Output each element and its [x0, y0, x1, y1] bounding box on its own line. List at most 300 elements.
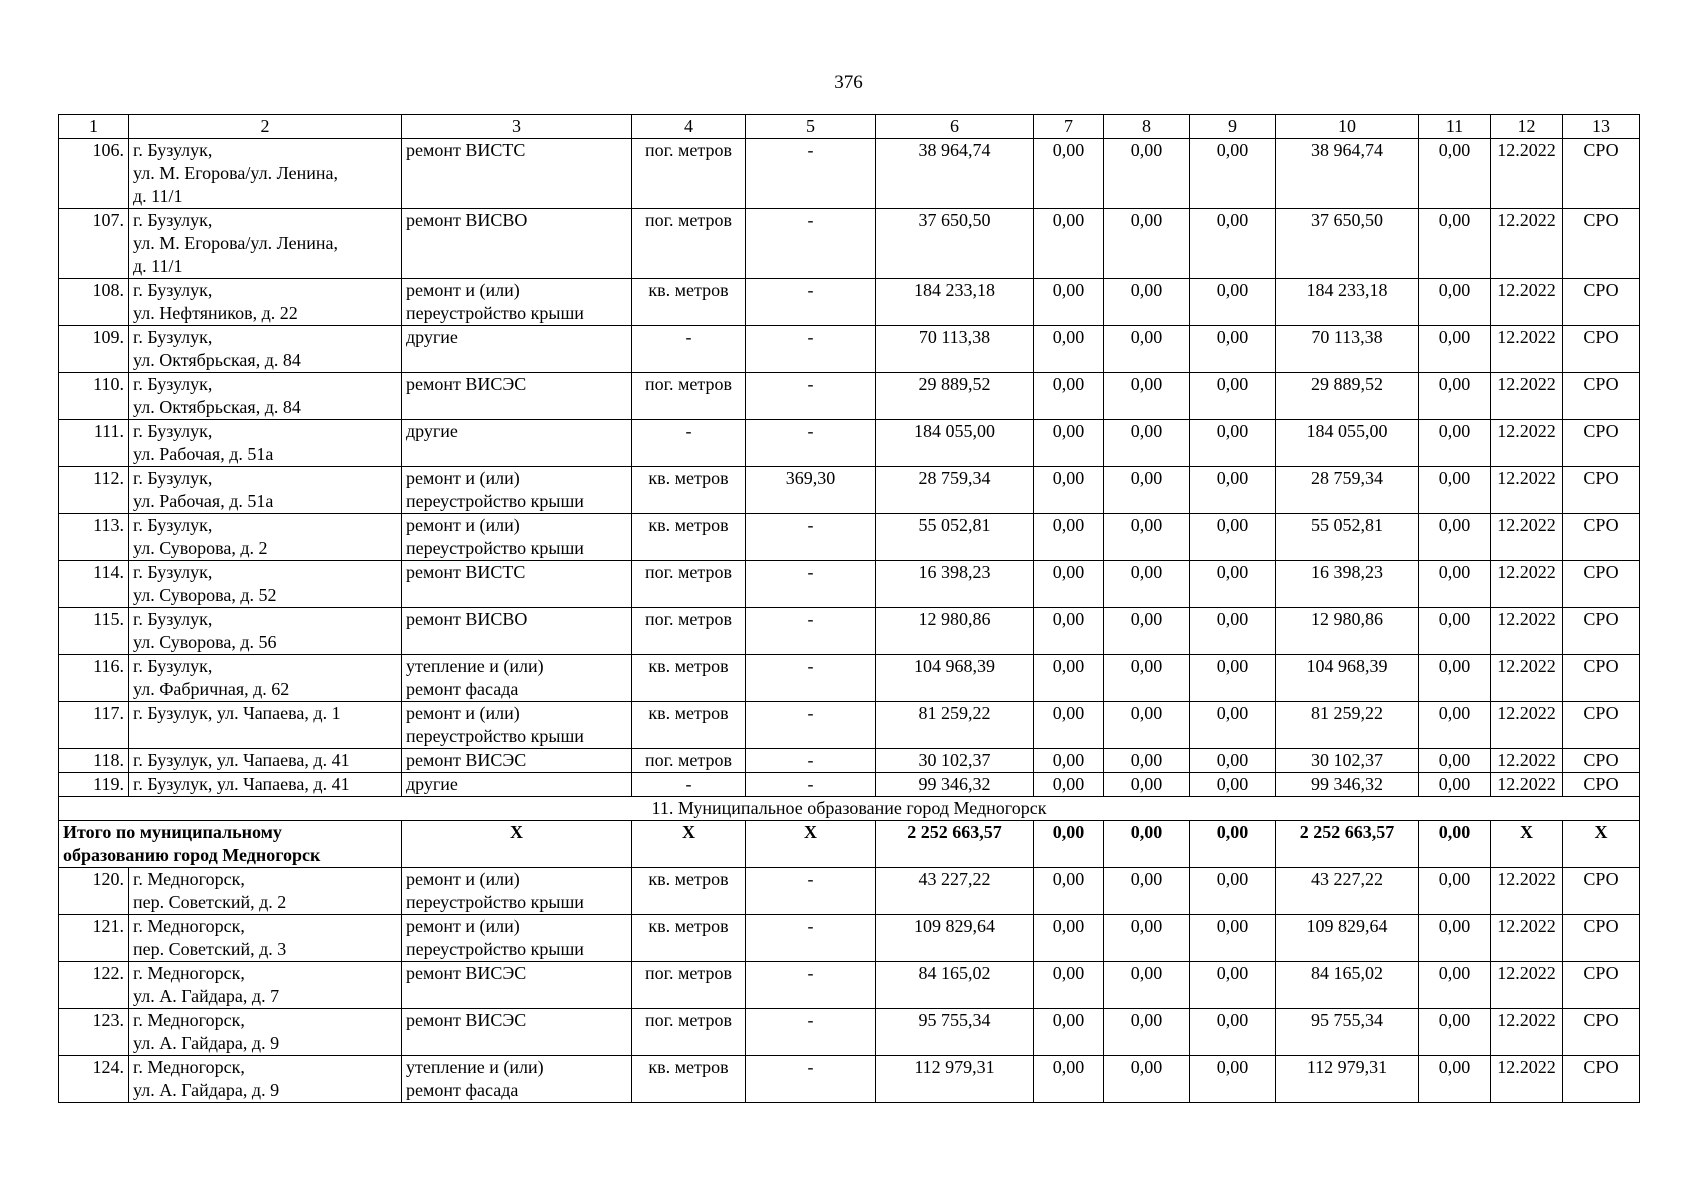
- address-line: пер. Советский, д. 3: [133, 939, 287, 959]
- work-type-line: ремонт ВИСЭС: [406, 374, 527, 394]
- section-title: 11. Муниципальное образование город Медногорск: [59, 797, 1640, 821]
- row-number: 121.: [59, 915, 129, 962]
- total-cell: X: [1563, 821, 1640, 868]
- work-type-line: утепление и (или): [406, 656, 544, 676]
- unit-cell: пог. метров: [632, 962, 746, 1009]
- address-cell: [129, 608, 402, 655]
- column-header: 7: [1034, 115, 1104, 139]
- unit-cell: кв. метров: [632, 915, 746, 962]
- other-funds-cell: 0,00: [1419, 1009, 1491, 1056]
- total-cost-cell: 104 968,39: [876, 655, 1034, 702]
- column-header: 8: [1104, 115, 1190, 139]
- fund-cell: 0,00: [1190, 561, 1276, 608]
- unit-cell: кв. метров: [632, 868, 746, 915]
- unit-cell: пог. метров: [632, 749, 746, 773]
- fund-cell: 0,00: [1034, 655, 1104, 702]
- total-cost-cell: 12 980,86: [876, 608, 1034, 655]
- work-type-line: ремонт и (или): [406, 869, 520, 889]
- other-funds-cell: 0,00: [1419, 655, 1491, 702]
- fund-cell: 0,00: [1034, 209, 1104, 279]
- table-row: [59, 702, 1640, 749]
- column-header: 2: [129, 115, 402, 139]
- work-type-cell: [402, 702, 632, 749]
- quantity-cell: -: [746, 1056, 876, 1103]
- deadline-cell: 12.2022: [1491, 1009, 1563, 1056]
- work-type-cell: [402, 279, 632, 326]
- work-type-line: переустройство крыши: [406, 892, 584, 912]
- column-header: 9: [1190, 115, 1276, 139]
- quantity-cell: -: [746, 420, 876, 467]
- deadline-cell: 12.2022: [1491, 915, 1563, 962]
- column-header: 5: [746, 115, 876, 139]
- fund-cell: 0,00: [1034, 373, 1104, 420]
- work-type-line: ремонт ВИСВО: [406, 609, 528, 629]
- other-funds-cell: 0,00: [1419, 868, 1491, 915]
- method-cell: СРО: [1563, 209, 1640, 279]
- address-line: г. Медногорск,: [133, 869, 245, 889]
- total-cost-cell: 37 650,50: [876, 209, 1034, 279]
- total-label-line: Итого по муниципальному: [63, 822, 282, 842]
- method-cell: СРО: [1563, 915, 1640, 962]
- other-funds-cell: 0,00: [1419, 1056, 1491, 1103]
- other-funds-cell: 0,00: [1419, 702, 1491, 749]
- quantity-cell: -: [746, 209, 876, 279]
- total-cost-cell: 184 233,18: [876, 279, 1034, 326]
- table-row: [59, 1009, 1640, 1056]
- address-cell: [129, 279, 402, 326]
- address-line: г. Бузулук,: [133, 562, 213, 582]
- work-type-line: ремонт ВИСТС: [406, 562, 526, 582]
- quantity-cell: -: [746, 279, 876, 326]
- row-number: 124.: [59, 1056, 129, 1103]
- method-cell: СРО: [1563, 373, 1640, 420]
- fund-cell: 0,00: [1104, 279, 1190, 326]
- quantity-cell: -: [746, 749, 876, 773]
- fund-cell: 0,00: [1104, 702, 1190, 749]
- address-cell: [129, 209, 402, 279]
- unit-cell: кв. метров: [632, 655, 746, 702]
- work-type-cell: [402, 514, 632, 561]
- owner-funds-cell: 112 979,31: [1276, 1056, 1419, 1103]
- address-cell: [129, 962, 402, 1009]
- total-cell: X: [746, 821, 876, 868]
- works-table: [58, 114, 1640, 1103]
- unit-cell: кв. метров: [632, 702, 746, 749]
- deadline-cell: 12.2022: [1491, 702, 1563, 749]
- fund-cell: 0,00: [1104, 655, 1190, 702]
- work-type-line: переустройство крыши: [406, 538, 584, 558]
- address-cell: [129, 702, 402, 749]
- row-number: 114.: [59, 561, 129, 608]
- row-number: 120.: [59, 868, 129, 915]
- address-line: ул. А. Гайдара, д. 9: [133, 1033, 280, 1053]
- unit-cell: пог. метров: [632, 139, 746, 209]
- row-number: 113.: [59, 514, 129, 561]
- unit-cell: пог. метров: [632, 373, 746, 420]
- owner-funds-cell: 16 398,23: [1276, 561, 1419, 608]
- fund-cell: 0,00: [1190, 279, 1276, 326]
- table-body-section: [59, 797, 1640, 868]
- work-type-cell: [402, 655, 632, 702]
- total-row: [59, 821, 1640, 868]
- table-row: [59, 373, 1640, 420]
- quantity-cell: -: [746, 702, 876, 749]
- quantity-cell: -: [746, 655, 876, 702]
- address-line: г. Бузулук,: [133, 656, 213, 676]
- method-cell: СРО: [1563, 514, 1640, 561]
- fund-cell: 0,00: [1034, 139, 1104, 209]
- row-number: 109.: [59, 326, 129, 373]
- fund-cell: 0,00: [1190, 467, 1276, 514]
- address-cell: [129, 868, 402, 915]
- work-type-cell: [402, 915, 632, 962]
- work-type-cell: [402, 773, 632, 797]
- fund-cell: 0,00: [1190, 608, 1276, 655]
- address-cell: [129, 749, 402, 773]
- total-label-line: образованию город Медногорск: [63, 845, 321, 865]
- work-type-line: другие: [406, 421, 458, 441]
- fund-cell: 0,00: [1104, 962, 1190, 1009]
- other-funds-cell: 0,00: [1419, 773, 1491, 797]
- work-type-line: переустройство крыши: [406, 303, 584, 323]
- fund-cell: 0,00: [1034, 561, 1104, 608]
- address-line: ул. Нефтяников, д. 22: [133, 303, 298, 323]
- total-cost-cell: 43 227,22: [876, 868, 1034, 915]
- owner-funds-cell: 184 233,18: [1276, 279, 1419, 326]
- deadline-cell: 12.2022: [1491, 868, 1563, 915]
- method-cell: СРО: [1563, 1056, 1640, 1103]
- work-type-line: ремонт и (или): [406, 916, 520, 936]
- owner-funds-cell: 109 829,64: [1276, 915, 1419, 962]
- fund-cell: 0,00: [1190, 420, 1276, 467]
- fund-cell: 0,00: [1190, 915, 1276, 962]
- deadline-cell: 12.2022: [1491, 749, 1563, 773]
- fund-cell: 0,00: [1034, 279, 1104, 326]
- table-row: [59, 139, 1640, 209]
- table-body-buzuluk: [59, 139, 1640, 797]
- table-row: [59, 467, 1640, 514]
- fund-cell: 0,00: [1104, 420, 1190, 467]
- address-line: ул. Суворова, д. 52: [133, 585, 277, 605]
- work-type-line: ремонт и (или): [406, 515, 520, 535]
- total-cost-cell: 30 102,37: [876, 749, 1034, 773]
- fund-cell: 0,00: [1190, 868, 1276, 915]
- fund-cell: 0,00: [1104, 326, 1190, 373]
- address-line: г. Бузулук, ул. Чапаева, д. 41: [133, 774, 350, 794]
- other-funds-cell: 0,00: [1419, 420, 1491, 467]
- total-cost-cell: 184 055,00: [876, 420, 1034, 467]
- table-row: [59, 420, 1640, 467]
- work-type-line: переустройство крыши: [406, 491, 584, 511]
- method-cell: СРО: [1563, 702, 1640, 749]
- work-type-line: ремонт фасада: [406, 679, 519, 699]
- column-header: 6: [876, 115, 1034, 139]
- address-cell: [129, 655, 402, 702]
- owner-funds-cell: 95 755,34: [1276, 1009, 1419, 1056]
- quantity-cell: -: [746, 608, 876, 655]
- address-line: г. Медногорск,: [133, 1057, 245, 1077]
- fund-cell: 0,00: [1034, 1009, 1104, 1056]
- total-cost-cell: 112 979,31: [876, 1056, 1034, 1103]
- total-cell: 2 252 663,57: [876, 821, 1034, 868]
- fund-cell: 0,00: [1104, 1056, 1190, 1103]
- work-type-cell: [402, 868, 632, 915]
- address-cell: [129, 326, 402, 373]
- work-type-cell: [402, 467, 632, 514]
- unit-cell: кв. метров: [632, 467, 746, 514]
- work-type-line: другие: [406, 774, 458, 794]
- fund-cell: 0,00: [1034, 868, 1104, 915]
- fund-cell: 0,00: [1034, 749, 1104, 773]
- owner-funds-cell: 84 165,02: [1276, 962, 1419, 1009]
- quantity-cell: -: [746, 514, 876, 561]
- row-number: 108.: [59, 279, 129, 326]
- deadline-cell: 12.2022: [1491, 279, 1563, 326]
- address-cell: [129, 373, 402, 420]
- address-line: д. 11/1: [133, 256, 183, 276]
- fund-cell: 0,00: [1034, 326, 1104, 373]
- other-funds-cell: 0,00: [1419, 326, 1491, 373]
- work-type-line: переустройство крыши: [406, 726, 584, 746]
- fund-cell: 0,00: [1190, 209, 1276, 279]
- fund-cell: 0,00: [1190, 655, 1276, 702]
- address-line: ул. Рабочая, д. 51а: [133, 491, 274, 511]
- fund-cell: 0,00: [1104, 514, 1190, 561]
- address-line: г. Бузулук,: [133, 140, 213, 160]
- other-funds-cell: 0,00: [1419, 915, 1491, 962]
- address-line: ул. М. Егорова/ул. Ленина,: [133, 163, 339, 183]
- column-header: 13: [1563, 115, 1640, 139]
- method-cell: СРО: [1563, 1009, 1640, 1056]
- owner-funds-cell: 38 964,74: [1276, 139, 1419, 209]
- owner-funds-cell: 30 102,37: [1276, 749, 1419, 773]
- table-row: [59, 655, 1640, 702]
- column-header: 1: [59, 115, 129, 139]
- fund-cell: 0,00: [1104, 608, 1190, 655]
- fund-cell: 0,00: [1034, 962, 1104, 1009]
- method-cell: СРО: [1563, 326, 1640, 373]
- table-row: [59, 279, 1640, 326]
- deadline-cell: 12.2022: [1491, 608, 1563, 655]
- address-line: г. Бузулук,: [133, 327, 213, 347]
- total-cell: 0,00: [1034, 821, 1104, 868]
- total-cost-cell: 109 829,64: [876, 915, 1034, 962]
- unit-cell: пог. метров: [632, 561, 746, 608]
- work-type-line: переустройство крыши: [406, 939, 584, 959]
- unit-cell: пог. метров: [632, 1009, 746, 1056]
- address-line: г. Бузулук,: [133, 210, 213, 230]
- owner-funds-cell: 37 650,50: [1276, 209, 1419, 279]
- row-number: 107.: [59, 209, 129, 279]
- method-cell: СРО: [1563, 749, 1640, 773]
- work-type-cell: [402, 561, 632, 608]
- deadline-cell: 12.2022: [1491, 326, 1563, 373]
- owner-funds-cell: 184 055,00: [1276, 420, 1419, 467]
- total-cell: X: [1491, 821, 1563, 868]
- quantity-cell: -: [746, 326, 876, 373]
- unit-cell: кв. метров: [632, 279, 746, 326]
- address-line: ул. М. Егорова/ул. Ленина,: [133, 233, 339, 253]
- address-line: ул. Суворова, д. 56: [133, 632, 277, 652]
- method-cell: СРО: [1563, 608, 1640, 655]
- owner-funds-cell: 70 113,38: [1276, 326, 1419, 373]
- work-type-line: другие: [406, 327, 458, 347]
- fund-cell: 0,00: [1034, 773, 1104, 797]
- other-funds-cell: 0,00: [1419, 467, 1491, 514]
- row-number: 122.: [59, 962, 129, 1009]
- owner-funds-cell: 55 052,81: [1276, 514, 1419, 561]
- owner-funds-cell: 12 980,86: [1276, 608, 1419, 655]
- owner-funds-cell: 29 889,52: [1276, 373, 1419, 420]
- row-number: 110.: [59, 373, 129, 420]
- quantity-cell: -: [746, 915, 876, 962]
- fund-cell: 0,00: [1034, 702, 1104, 749]
- deadline-cell: 12.2022: [1491, 209, 1563, 279]
- fund-cell: 0,00: [1104, 773, 1190, 797]
- row-number: 106.: [59, 139, 129, 209]
- address-cell: [129, 139, 402, 209]
- address-cell: [129, 561, 402, 608]
- deadline-cell: 12.2022: [1491, 561, 1563, 608]
- address-line: г. Медногорск,: [133, 916, 245, 936]
- address-line: пер. Советский, д. 2: [133, 892, 287, 912]
- work-type-line: ремонт ВИСЭС: [406, 963, 527, 983]
- work-type-line: ремонт ВИСЭС: [406, 1010, 527, 1030]
- table-row: [59, 209, 1640, 279]
- address-line: ул. Октябрьская, д. 84: [133, 350, 301, 370]
- column-header: 3: [402, 115, 632, 139]
- fund-cell: 0,00: [1190, 326, 1276, 373]
- method-cell: СРО: [1563, 868, 1640, 915]
- table-row: [59, 915, 1640, 962]
- total-cost-cell: 29 889,52: [876, 373, 1034, 420]
- address-line: ул. Фабричная, д. 62: [133, 679, 290, 699]
- deadline-cell: 12.2022: [1491, 773, 1563, 797]
- owner-funds-cell: 28 759,34: [1276, 467, 1419, 514]
- owner-funds-cell: 104 968,39: [1276, 655, 1419, 702]
- address-line: г. Бузулук,: [133, 280, 213, 300]
- quantity-cell: -: [746, 139, 876, 209]
- address-line: г. Бузулук,: [133, 421, 213, 441]
- table-row: [59, 326, 1640, 373]
- method-cell: СРО: [1563, 139, 1640, 209]
- fund-cell: 0,00: [1034, 514, 1104, 561]
- address-line: г. Бузулук,: [133, 374, 213, 394]
- other-funds-cell: 0,00: [1419, 373, 1491, 420]
- fund-cell: 0,00: [1034, 915, 1104, 962]
- unit-cell: -: [632, 326, 746, 373]
- work-type-line: ремонт и (или): [406, 703, 520, 723]
- address-line: г. Бузулук,: [133, 515, 213, 535]
- total-cell: 0,00: [1104, 821, 1190, 868]
- fund-cell: 0,00: [1190, 962, 1276, 1009]
- table-row: [59, 749, 1640, 773]
- unit-cell: -: [632, 773, 746, 797]
- method-cell: СРО: [1563, 655, 1640, 702]
- deadline-cell: 12.2022: [1491, 655, 1563, 702]
- fund-cell: 0,00: [1104, 1009, 1190, 1056]
- work-type-cell: [402, 749, 632, 773]
- address-cell: [129, 514, 402, 561]
- total-label: [59, 821, 402, 868]
- unit-cell: пог. метров: [632, 209, 746, 279]
- total-cost-cell: 38 964,74: [876, 139, 1034, 209]
- row-number: 115.: [59, 608, 129, 655]
- method-cell: СРО: [1563, 773, 1640, 797]
- method-cell: СРО: [1563, 279, 1640, 326]
- work-type-line: ремонт фасада: [406, 1080, 519, 1100]
- address-line: ул. А. Гайдара, д. 9: [133, 1080, 280, 1100]
- fund-cell: 0,00: [1104, 373, 1190, 420]
- fund-cell: 0,00: [1034, 608, 1104, 655]
- work-type-cell: [402, 1009, 632, 1056]
- deadline-cell: 12.2022: [1491, 467, 1563, 514]
- address-line: ул. Рабочая, д. 51а: [133, 444, 274, 464]
- other-funds-cell: 0,00: [1419, 139, 1491, 209]
- other-funds-cell: 0,00: [1419, 962, 1491, 1009]
- column-number-row: [59, 115, 1640, 139]
- total-cell: 2 252 663,57: [1276, 821, 1419, 868]
- method-cell: СРО: [1563, 467, 1640, 514]
- total-cell: 0,00: [1190, 821, 1276, 868]
- address-cell: [129, 1009, 402, 1056]
- work-type-line: ремонт ВИСВО: [406, 210, 528, 230]
- work-type-line: утепление и (или): [406, 1057, 544, 1077]
- work-type-cell: [402, 326, 632, 373]
- fund-cell: 0,00: [1190, 773, 1276, 797]
- total-cost-cell: 95 755,34: [876, 1009, 1034, 1056]
- other-funds-cell: 0,00: [1419, 608, 1491, 655]
- work-type-cell: [402, 1056, 632, 1103]
- work-type-cell: [402, 962, 632, 1009]
- table-row: [59, 608, 1640, 655]
- row-number: 123.: [59, 1009, 129, 1056]
- work-type-cell: [402, 139, 632, 209]
- fund-cell: 0,00: [1190, 702, 1276, 749]
- column-header: 4: [632, 115, 746, 139]
- work-type-cell: [402, 420, 632, 467]
- other-funds-cell: 0,00: [1419, 749, 1491, 773]
- owner-funds-cell: 81 259,22: [1276, 702, 1419, 749]
- address-line: ул. А. Гайдара, д. 7: [133, 986, 280, 1006]
- deadline-cell: 12.2022: [1491, 962, 1563, 1009]
- deadline-cell: 12.2022: [1491, 139, 1563, 209]
- total-cell: X: [402, 821, 632, 868]
- fund-cell: 0,00: [1034, 420, 1104, 467]
- work-type-cell: [402, 608, 632, 655]
- unit-cell: кв. метров: [632, 514, 746, 561]
- work-type-line: ремонт ВИСЭС: [406, 750, 527, 770]
- total-cost-cell: 28 759,34: [876, 467, 1034, 514]
- fund-cell: 0,00: [1190, 514, 1276, 561]
- total-cost-cell: 70 113,38: [876, 326, 1034, 373]
- address-cell: [129, 915, 402, 962]
- table-row: [59, 561, 1640, 608]
- method-cell: СРО: [1563, 420, 1640, 467]
- table-row: [59, 1056, 1640, 1103]
- row-number: 119.: [59, 773, 129, 797]
- quantity-cell: 369,30: [746, 467, 876, 514]
- total-cost-cell: 55 052,81: [876, 514, 1034, 561]
- address-line: г. Бузулук, ул. Чапаева, д. 1: [133, 703, 341, 723]
- fund-cell: 0,00: [1190, 749, 1276, 773]
- fund-cell: 0,00: [1190, 1009, 1276, 1056]
- address-line: ул. Суворова, д. 2: [133, 538, 268, 558]
- address-line: г. Медногорск,: [133, 1010, 245, 1030]
- other-funds-cell: 0,00: [1419, 561, 1491, 608]
- deadline-cell: 12.2022: [1491, 420, 1563, 467]
- row-number: 112.: [59, 467, 129, 514]
